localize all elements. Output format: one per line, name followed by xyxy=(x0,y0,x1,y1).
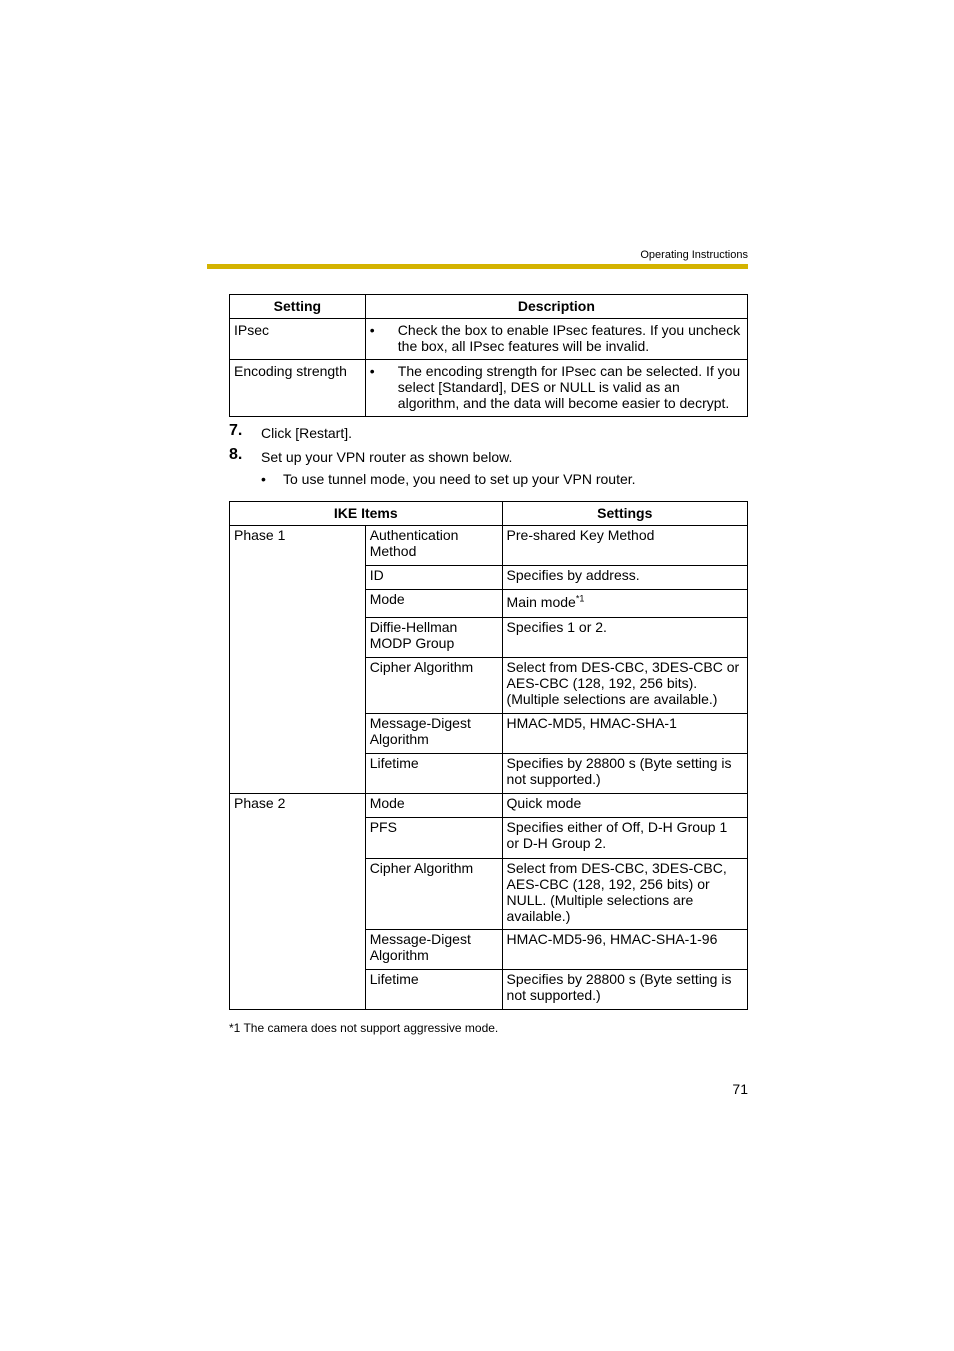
setting-name: Encoding strength xyxy=(230,360,366,417)
step-number: 8. xyxy=(229,446,243,463)
sub-bullet-text: To use tunnel mode, you need to set up your VPN router. xyxy=(283,471,636,487)
ike-setting: Select from DES-CBC, 3DES-CBC, AES-CBC (128, 192, 256 bits) or NULL. (Multiple selections are available.) xyxy=(502,859,747,930)
description-text: The encoding strength for IPsec can be selected. If you select [Standard], DES or NULL is valid as an algorithm, and the data will become easier to decrypt. xyxy=(397,363,741,411)
bullet-icon: • xyxy=(369,322,375,338)
ike-item: Lifetime xyxy=(365,754,502,794)
ike-item: Message-Digest Algorithm xyxy=(365,930,502,970)
ike-item: ID xyxy=(365,566,502,590)
table-row xyxy=(230,526,748,566)
page-number: 71 xyxy=(732,1081,748,1097)
ike-setting: Specifies by address. xyxy=(502,566,747,590)
ike-item: Mode xyxy=(365,794,502,818)
ike-setting: HMAC-MD5-96, HMAC-SHA-1-96 xyxy=(502,930,747,970)
ike-item: Diffie-Hellman MODP Group xyxy=(365,618,502,658)
table-row xyxy=(230,794,748,818)
column-header-ike-items: IKE Items xyxy=(230,502,503,526)
ike-setting xyxy=(502,590,747,618)
ike-setting: Specifies 1 or 2. xyxy=(502,618,747,658)
ike-item: Cipher Algorithm xyxy=(365,859,502,930)
phase-1-label: Phase 1 xyxy=(230,526,366,794)
table-row xyxy=(230,319,748,360)
ike-setting: HMAC-MD5, HMAC-SHA-1 xyxy=(502,714,747,754)
ike-setting: Specifies by 28800 s (Byte setting is not supported.) xyxy=(502,754,747,794)
phase-2-label: Phase 2 xyxy=(230,794,366,1010)
footnote-ref: *1 xyxy=(575,593,585,604)
bullet-icon: • xyxy=(369,363,375,379)
ike-item: Mode xyxy=(365,590,502,618)
step-text: Set up your VPN router as shown below. xyxy=(261,449,513,465)
ike-setting: Specifies by 28800 s (Byte setting is not supported.) xyxy=(502,970,747,1010)
ike-setting: Select from DES-CBC, 3DES-CBC or AES-CBC (128, 192, 256 bits). (Multiple selections are available.) xyxy=(502,658,747,714)
running-header: Operating Instructions xyxy=(640,249,748,261)
column-header-setting: Setting xyxy=(230,295,366,319)
ike-item: Message-Digest Algorithm xyxy=(365,714,502,754)
table-header-row xyxy=(230,502,748,526)
header-rule xyxy=(207,264,748,269)
description-text: Check the box to enable IPsec features. If you uncheck the box, all IPsec features will be invalid. xyxy=(397,322,741,354)
ike-item: Cipher Algorithm xyxy=(365,658,502,714)
footnote: *1 The camera does not support aggressive mode. xyxy=(229,1021,499,1035)
table-row xyxy=(230,360,748,417)
step-number: 7. xyxy=(229,422,243,439)
bullet-icon: • xyxy=(261,471,266,487)
ike-setting: Pre-shared Key Method xyxy=(502,526,747,566)
setting-description xyxy=(365,319,747,360)
ike-setting: Quick mode xyxy=(502,794,747,818)
ike-item: Lifetime xyxy=(365,970,502,1010)
ike-item: Authentication Method xyxy=(365,526,502,566)
setting-description xyxy=(365,360,747,417)
column-header-description: Description xyxy=(365,295,747,319)
ike-item: PFS xyxy=(365,818,502,859)
ike-setting: Specifies either of Off, D-H Group 1 or D-H Group 2. xyxy=(502,818,747,859)
column-header-settings: Settings xyxy=(502,502,747,526)
table-header-row xyxy=(230,295,748,319)
settings-table xyxy=(229,294,748,417)
ike-table xyxy=(229,501,748,1010)
step-text: Click [Restart]. xyxy=(261,425,353,441)
ike-setting-text: Main mode xyxy=(506,594,576,610)
setting-name: IPsec xyxy=(230,319,366,360)
